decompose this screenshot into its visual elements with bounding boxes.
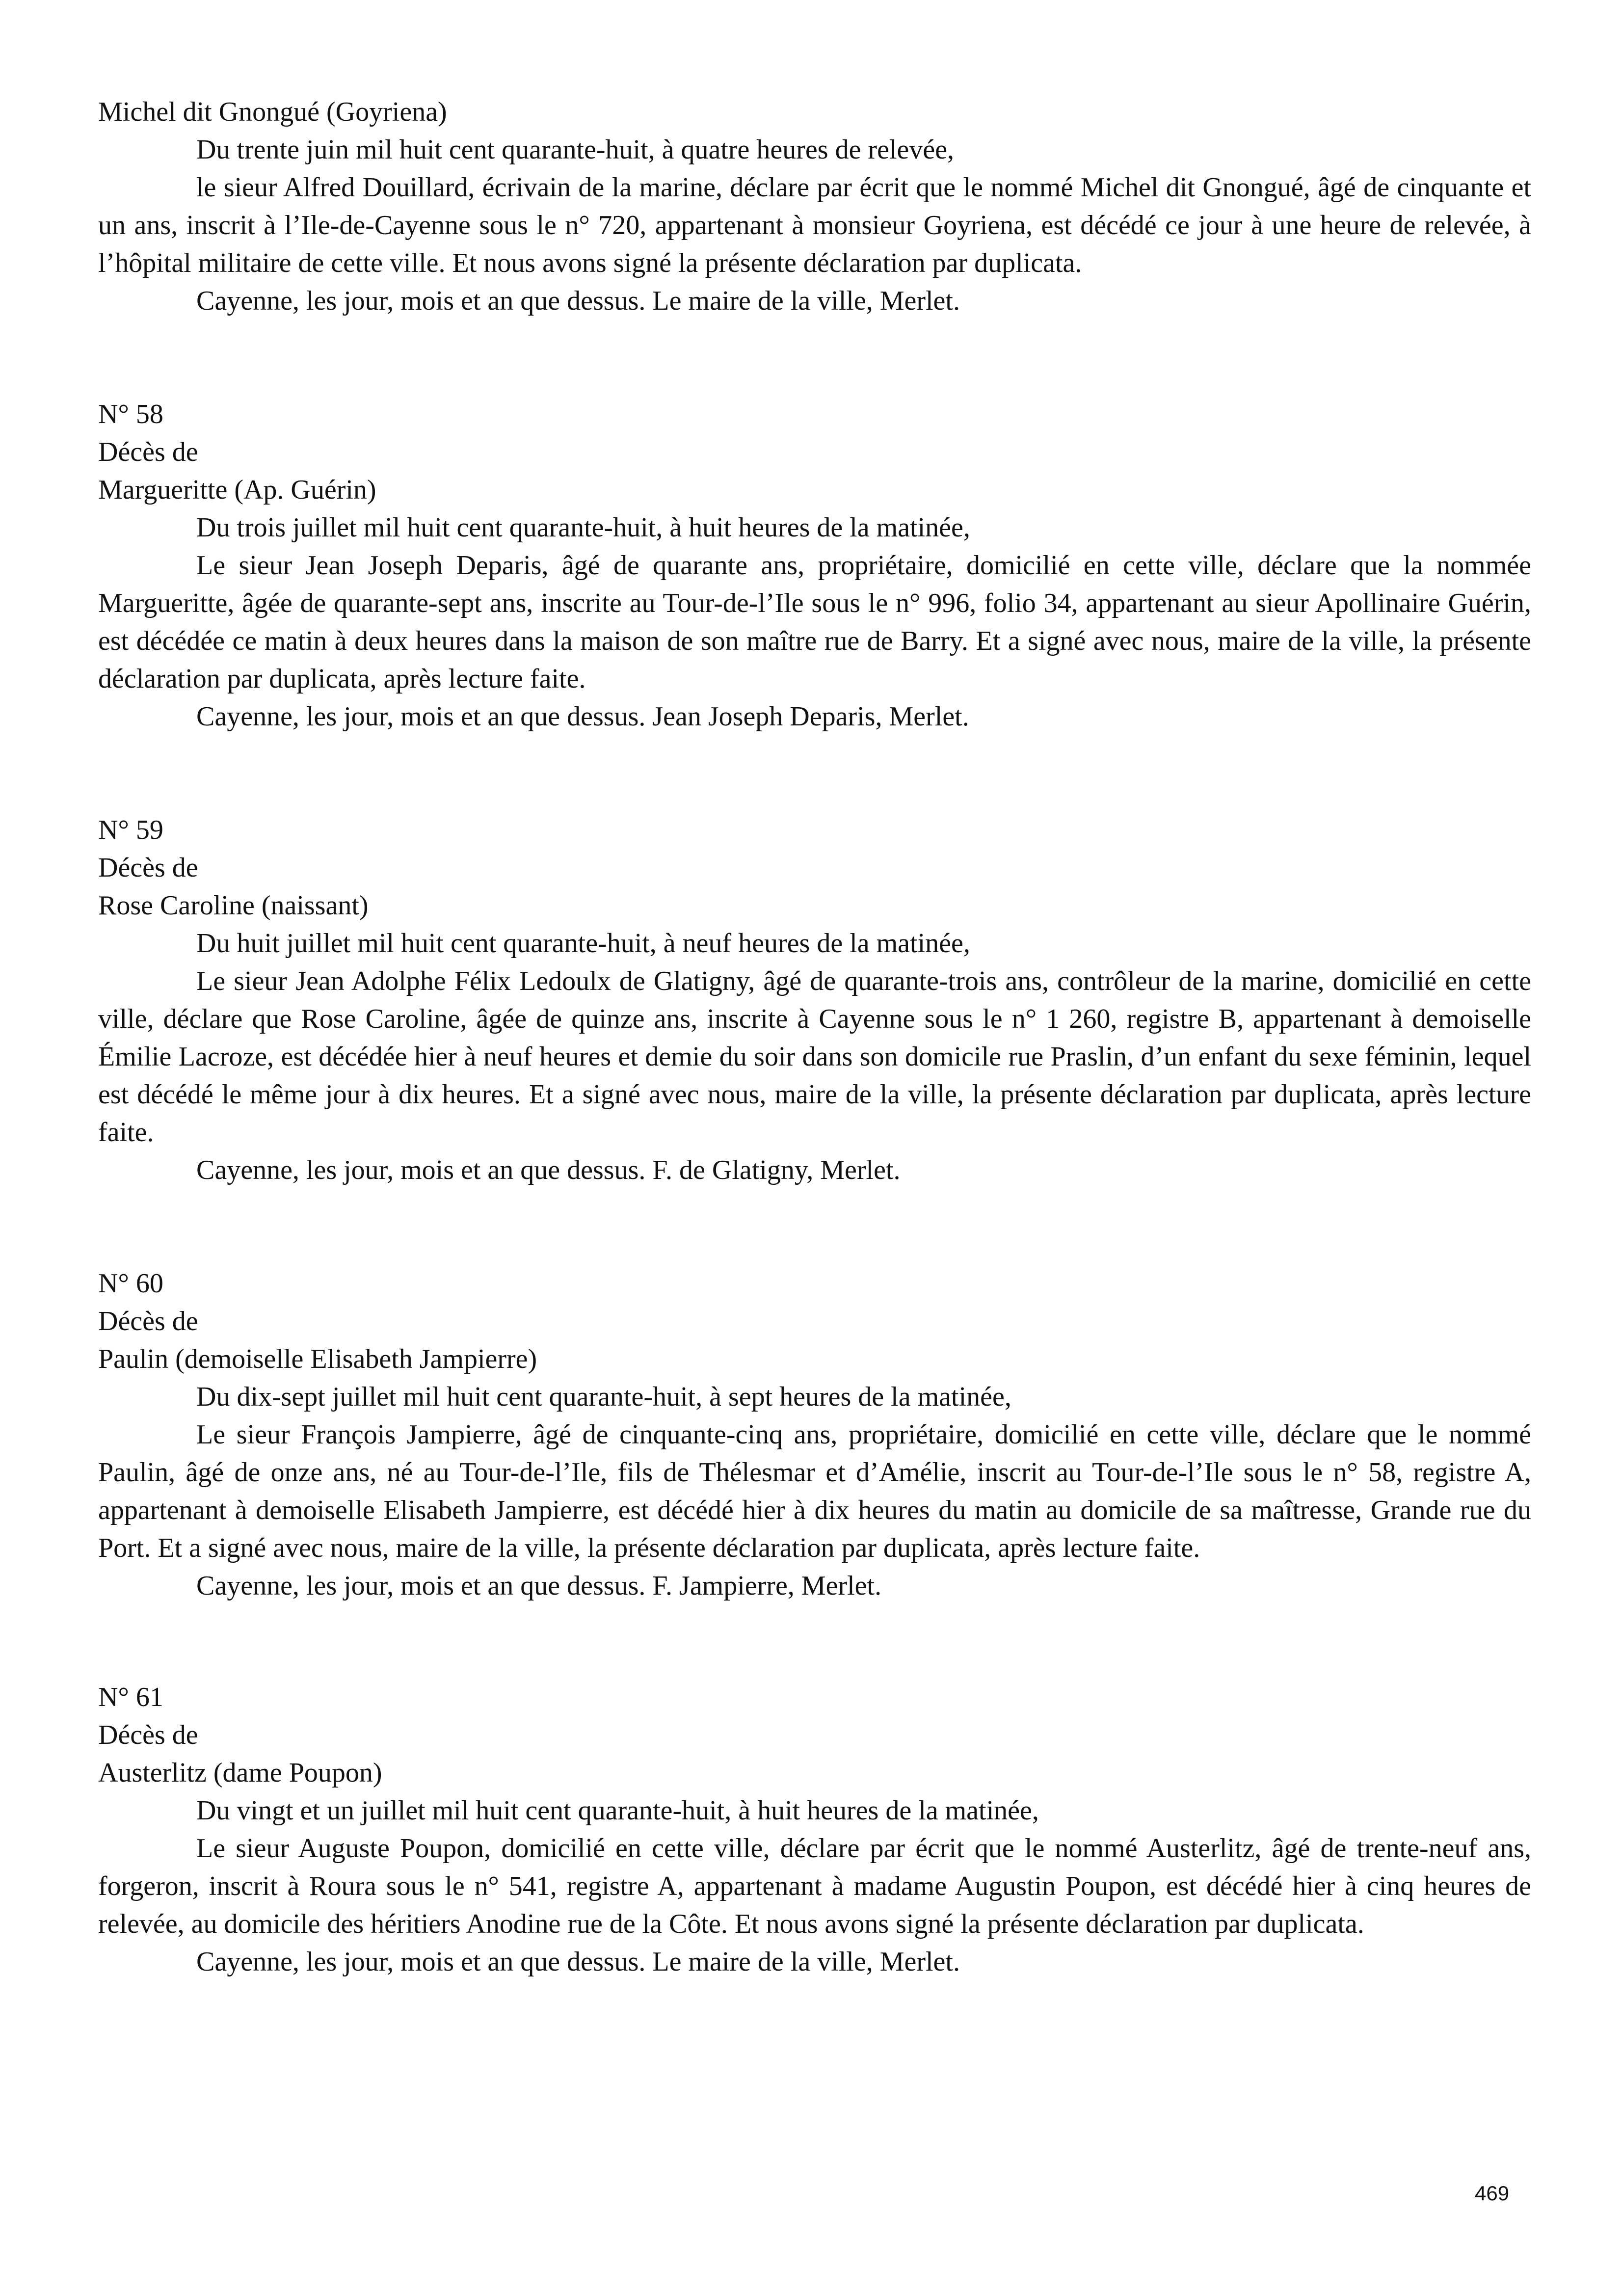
record-closing: Cayenne, les jour, mois et an que dessus. Jean Joseph Deparis, Merlet. [196, 701, 969, 732]
record-date: Du vingt et un juillet mil huit cent quarante-huit, à huit heures de la matinée, [196, 1795, 1039, 1826]
record-body: Le sieur Jean Adolphe Félix Ledoulx de Glatigny, âgé de quarante-trois ans, contrôleur de la marine, domicilié en cette ville, déclare que Rose Caroline, âgée de quinze ans, inscrite à Cayenne sous le n° 1 260, registre B, appartenant à demoiselle Émilie Lacroze, est décédée hier à neuf heures et demie du soir dans son domicile rue Praslin, d’un enfant du sexe féminin, lequel est décédé le même jour à dix heures. Et a signé avec nous, maire de la ville, la présente déclaration par duplicata, après lecture faite. [98, 966, 1531, 1148]
record-date: Du trente juin mil huit cent quarante-huit, à quatre heures de relevée, [196, 134, 955, 165]
record-subject: Rose Caroline (naissant) [98, 890, 369, 921]
record-number: N° 59 [98, 815, 163, 845]
record-subject: Michel dit Gnongué (Goyriena) [98, 97, 447, 127]
spacer [98, 320, 1531, 396]
record-date: Du trois juillet mil huit cent quarante-huit, à huit heures de la matinée, [196, 512, 970, 543]
record-closing: Cayenne, les jour, mois et an que dessus. F. Jampierre, Merlet. [196, 1571, 882, 1601]
record-date: Du dix-sept juillet mil huit cent quarante-huit, à sept heures de la matinée, [196, 1382, 1011, 1412]
death-record-entry [98, 396, 1531, 736]
record-body: le sieur Alfred Douillard, écrivain de la marine, déclare par écrit que le nommé Michel dit Gnongué, âgé de cinquante et un ans, inscrit à l’Ile-de-Cayenne sous le n° 720, appartenant à monsieur Goyriena, est décédé ce jour à une heure de relevée, à l’hôpital militaire de cette ville. Et nous avons signé la présente déclaration par duplicata. [98, 172, 1531, 278]
record-number: N° 60 [98, 1268, 163, 1299]
record-type: Décès de [98, 1720, 198, 1750]
record-body: Le sieur Auguste Poupon, domicilié en cette ville, déclare par écrit que le nommé Austerlitz, âgé de trente-neuf ans, forgeron, inscrit à Roura sous le n° 541, registre A, appartenant à madame Augustin Poupon, est décédé hier à cinq heures de relevée, au domicile des héritiers Anodine rue de la Côte. Et nous avons signé la présente déclaration par duplicata. [98, 1833, 1531, 1939]
record-number: N° 61 [98, 1682, 163, 1712]
death-record-entry [98, 1265, 1531, 1605]
document-page [98, 93, 1531, 1981]
death-record-entry [98, 93, 1531, 320]
spacer [98, 1605, 1531, 1679]
death-record-entry [98, 811, 1531, 1189]
spacer [98, 736, 1531, 811]
page-number: 469 [1475, 2182, 1510, 2205]
record-type: Décès de [98, 853, 198, 883]
record-number: N° 58 [98, 399, 163, 429]
record-body: Le sieur François Jampierre, âgé de cinquante-cinq ans, propriétaire, domicilié en cette ville, déclare que le nommé Paulin, âgé de onze ans, né au Tour-de-l’Ile, fils de Thélesmar et d’Amélie, inscrit au Tour-de-l’Ile sous le n° 58, registre A, appartenant à demoiselle Elisabeth Jampierre, est décédé hier à dix heures du matin au domicile de sa maîtresse, Grande rue du Port. Et a signé avec nous, maire de la ville, la présente déclaration par duplicata, après lecture faite. [98, 1419, 1531, 1563]
record-closing: Cayenne, les jour, mois et an que dessus. Le maire de la ville, Merlet. [196, 1947, 960, 1977]
record-body: Le sieur Jean Joseph Deparis, âgé de quarante ans, propriétaire, domicilié en cette ville, déclare que la nommée Margueritte, âgée de quarante-sept ans, inscrite au Tour-de-l’Ile sous le n° 996, folio 34, appartenant au sieur Apollinaire Guérin, est décédée ce matin à deux heures dans la maison de son maître rue de Barry. Et a signé avec nous, maire de la ville, la présente déclaration par duplicata, après lecture faite. [98, 550, 1531, 694]
record-closing: Cayenne, les jour, mois et an que dessus. Le maire de la ville, Merlet. [196, 286, 960, 316]
record-closing: Cayenne, les jour, mois et an que dessus. F. de Glatigny, Merlet. [196, 1155, 901, 1185]
spacer [98, 1189, 1531, 1265]
record-subject: Margueritte (Ap. Guérin) [98, 475, 376, 505]
record-type: Décès de [98, 1306, 198, 1336]
death-record-entry [98, 1679, 1531, 1981]
record-type: Décès de [98, 437, 198, 467]
record-date: Du huit juillet mil huit cent quarante-huit, à neuf heures de la matinée, [196, 928, 970, 959]
record-subject: Austerlitz (dame Poupon) [98, 1758, 382, 1788]
record-subject: Paulin (demoiselle Elisabeth Jampierre) [98, 1344, 537, 1374]
